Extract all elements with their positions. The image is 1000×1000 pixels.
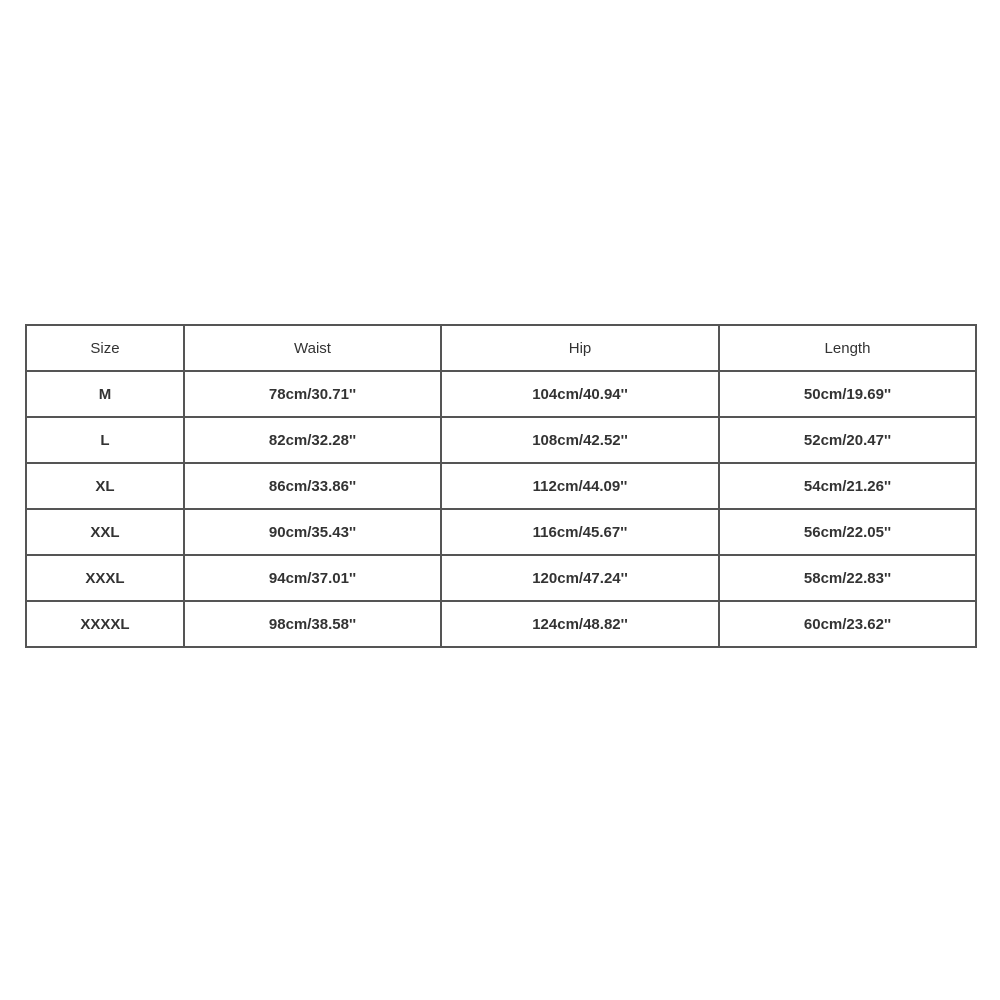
cell-size: M bbox=[26, 371, 184, 417]
cell-waist: 78cm/30.71'' bbox=[184, 371, 441, 417]
cell-size: XXXL bbox=[26, 555, 184, 601]
size-chart-body bbox=[26, 371, 976, 647]
table-row bbox=[26, 509, 976, 555]
header-waist: Waist bbox=[184, 325, 441, 371]
cell-hip: 104cm/40.94'' bbox=[441, 371, 719, 417]
cell-length: 58cm/22.83'' bbox=[719, 555, 976, 601]
header-hip: Hip bbox=[441, 325, 719, 371]
size-chart-table bbox=[25, 324, 977, 648]
cell-hip: 124cm/48.82'' bbox=[441, 601, 719, 647]
cell-hip: 120cm/47.24'' bbox=[441, 555, 719, 601]
header-row bbox=[26, 325, 976, 371]
cell-length: 50cm/19.69'' bbox=[719, 371, 976, 417]
cell-waist: 86cm/33.86'' bbox=[184, 463, 441, 509]
cell-hip: 112cm/44.09'' bbox=[441, 463, 719, 509]
table-row bbox=[26, 371, 976, 417]
table-row bbox=[26, 555, 976, 601]
cell-length: 52cm/20.47'' bbox=[719, 417, 976, 463]
cell-waist: 98cm/38.58'' bbox=[184, 601, 441, 647]
cell-length: 60cm/23.62'' bbox=[719, 601, 976, 647]
header-length: Length bbox=[719, 325, 976, 371]
cell-hip: 116cm/45.67'' bbox=[441, 509, 719, 555]
cell-size: XL bbox=[26, 463, 184, 509]
cell-size: XXXXL bbox=[26, 601, 184, 647]
header-size: Size bbox=[26, 325, 184, 371]
cell-waist: 82cm/32.28'' bbox=[184, 417, 441, 463]
cell-size: L bbox=[26, 417, 184, 463]
cell-length: 56cm/22.05'' bbox=[719, 509, 976, 555]
table-row bbox=[26, 463, 976, 509]
size-chart-header bbox=[26, 325, 976, 371]
cell-length: 54cm/21.26'' bbox=[719, 463, 976, 509]
cell-hip: 108cm/42.52'' bbox=[441, 417, 719, 463]
cell-size: XXL bbox=[26, 509, 184, 555]
cell-waist: 94cm/37.01'' bbox=[184, 555, 441, 601]
table-row bbox=[26, 417, 976, 463]
table-row bbox=[26, 601, 976, 647]
cell-waist: 90cm/35.43'' bbox=[184, 509, 441, 555]
